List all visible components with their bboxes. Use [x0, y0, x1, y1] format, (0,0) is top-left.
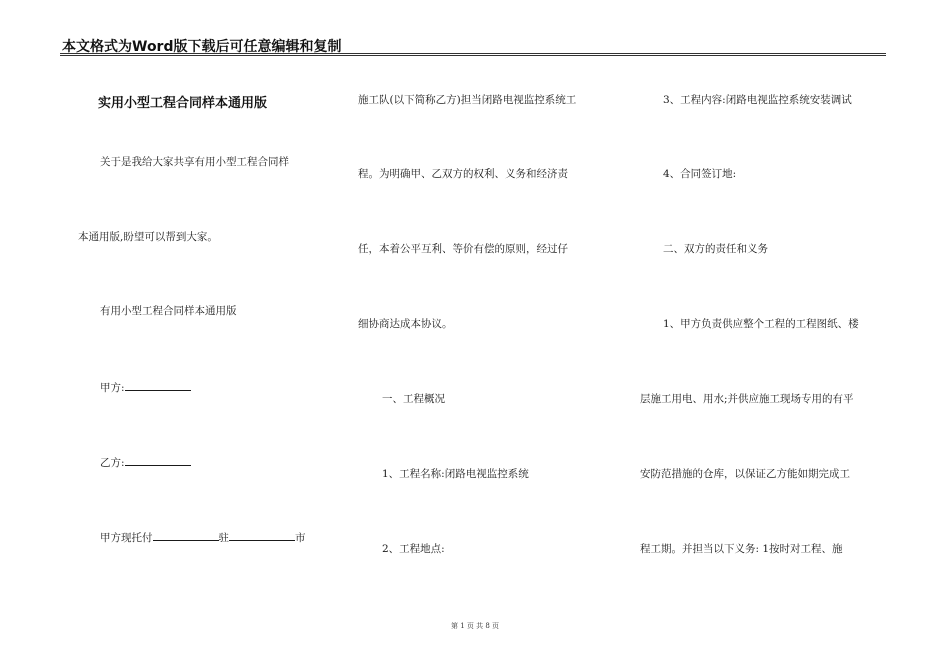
party-a-line	[100, 379, 191, 395]
entrust-mid: 驻	[218, 532, 229, 544]
col3-line-5: 层施工用电、用水;并供应施工现场专用的有平	[640, 393, 854, 405]
party-b-blank	[125, 454, 191, 466]
intro-line-2: 本通用版,盼望可以帮到大家。	[78, 231, 218, 243]
project-location-line: 2、工程地点:	[382, 543, 445, 555]
project-content-line: 3、工程内容:闭路电视监控系统安装调试	[663, 94, 852, 106]
project-name-line: 1、工程名称:闭路电视监控系统	[382, 468, 529, 480]
col2-line-3: 任，本着公平互利、等价有偿的原则，经过仔	[358, 243, 568, 255]
entrust-blank-1	[153, 529, 219, 541]
section-2-heading: 二、双方的责任和义务	[663, 243, 768, 255]
party-b-label: 乙方:	[100, 457, 125, 469]
entrust-suffix: 市	[295, 532, 306, 544]
section-1-heading: 一、工程概况	[382, 393, 445, 405]
signing-place-line: 4、合同签订地:	[663, 168, 737, 180]
page-number: 第 1 页 共 8 页	[450, 622, 500, 630]
col2-line-2: 程。为明确甲、乙双方的权利、义务和经济责	[358, 168, 568, 180]
col2-line-1: 施工队(以下简称乙方)担当闭路电视监控系统工	[358, 94, 577, 106]
entrust-blank-2	[229, 529, 295, 541]
col3-line-4: 1、甲方负责供应整个工程的工程图纸、楼	[663, 318, 859, 330]
entrust-prefix: 甲方现托付	[100, 532, 153, 544]
contract-subtitle: 有用小型工程合同样本通用版	[100, 305, 237, 317]
col2-line-4: 细协商达成本协议。	[358, 318, 453, 330]
col3-line-7: 程工期。并担当以下义务: 1按时对工程、施	[640, 543, 843, 555]
header-rule-bottom	[60, 55, 886, 56]
party-a-blank	[125, 379, 191, 391]
col3-line-6: 安防范措施的仓库，以保证乙方能如期完成工	[640, 468, 850, 480]
entrust-line	[100, 529, 306, 545]
document-title: 实用小型工程合同样本通用版	[98, 96, 268, 111]
party-a-label: 甲方:	[100, 382, 125, 394]
document-banner: 本文格式为Word版下载后可任意编辑和复制	[62, 39, 342, 55]
party-b-line	[100, 454, 191, 470]
intro-line-1: 关于是我给大家共享有用小型工程合同样	[100, 156, 289, 168]
header-rule-top	[60, 53, 886, 54]
